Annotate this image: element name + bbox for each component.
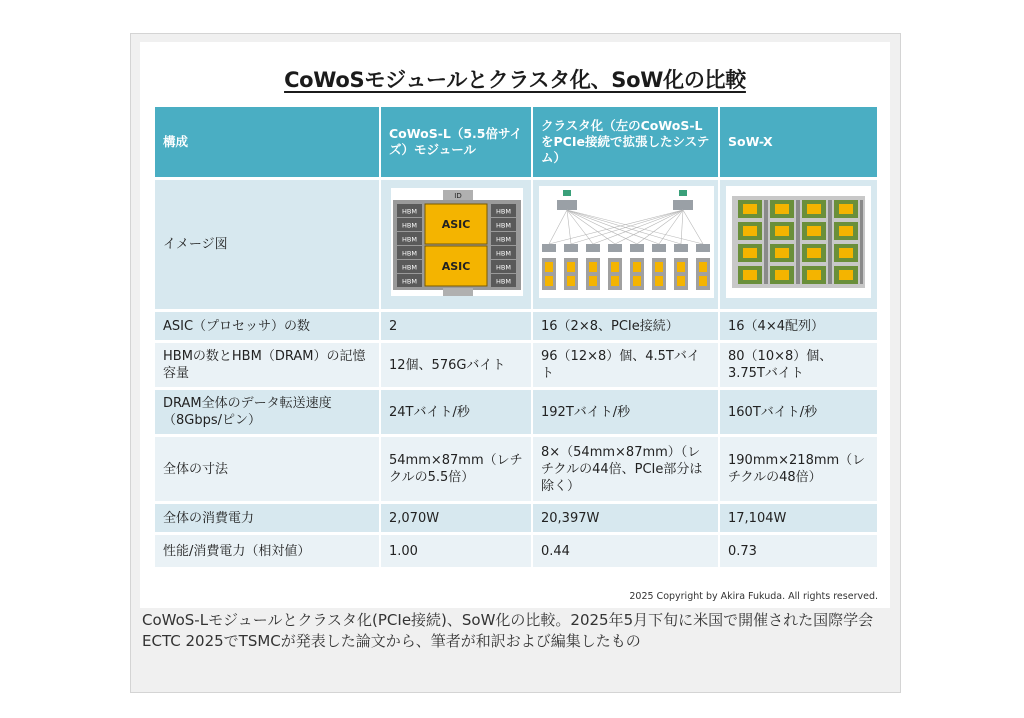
sowx-diagram-cell [720,180,877,309]
svg-text:ASIC: ASIC [441,218,471,231]
figure-frame [130,33,901,693]
header-config: 構成 [155,107,381,177]
cell-cowos: 24Tバイト/秒 [381,390,533,434]
cell-cluster: 16（2×8、PCIe接続） [533,312,720,340]
svg-text:HBM: HBM [402,207,417,216]
figure-caption: CoWoS-Lモジュールとクラスタ化(PCIe接続)、SoW化の比較。2025年5月下旬に米国で開催された国際学会ECTC 2025でTSMCが発表した論文から、筆者が和訳および編集したもの [142,611,874,650]
figure-title: CoWoSモジュールとクラスタ化、SoW化の比較 [284,68,746,92]
table-row [155,437,877,501]
svg-text:HBM: HBM [496,249,511,258]
cell-cluster: 20,397W [533,504,720,532]
table-row [155,535,877,567]
svg-text:HBM: HBM [402,263,417,272]
copyright-notice: 2025 Copyright by Akira Fukuda. All rights reserved. [629,591,878,602]
svg-text:ASIC: ASIC [441,260,471,273]
table-header-row [155,107,877,177]
cluster-diagram-cell [533,180,720,309]
cell-sowx: 160Tバイト/秒 [720,390,877,434]
table-row [155,312,877,340]
sowx-diagram [724,184,873,300]
header-cluster: クラスタ化（左のCoWoS-LをPCIe接続で拡張したシステム） [533,107,720,177]
row-label: DRAM全体のデータ転送速度（8Gbps/ピン） [155,390,381,434]
svg-text:ID: ID [454,192,462,200]
svg-text:HBM: HBM [496,207,511,216]
cell-cowos: 54mm×87mm（レチクルの5.5倍） [381,437,533,501]
cell-cowos: 12個、576Gバイト [381,343,533,387]
comparison-figure [140,42,890,608]
svg-text:HBM: HBM [402,235,417,244]
cell-sowx: 190mm×218mm（レチクルの48倍） [720,437,877,501]
svg-text:HBM: HBM [402,221,417,230]
cell-sowx: 0.73 [720,535,877,567]
cell-sowx: 80（10×8）個、3.75Tバイト [720,343,877,387]
cluster-diagram [537,184,716,300]
cell-sowx: 16（4×4配列） [720,312,877,340]
row-label: 全体の消費電力 [155,504,381,532]
header-sowx: SoW-X [720,107,877,177]
cell-cowos: 2,070W [381,504,533,532]
cell-cluster: 8×（54mm×87mm）（レチクルの44倍、PCIe部分は除く） [533,437,720,501]
comparison-table [155,104,877,570]
row-label: 全体の寸法 [155,437,381,501]
table-row [155,504,877,532]
row-label: HBMの数とHBM（DRAM）の記憶容量 [155,343,381,387]
cowos-diagram-cell [381,180,533,309]
header-cowos: CoWoS-L（5.5倍サイズ）モジュール [381,107,533,177]
cell-cluster: 192Tバイト/秒 [533,390,720,434]
svg-text:HBM: HBM [496,221,511,230]
bottom-connector [443,288,473,296]
cowos-module-diagram [385,184,529,300]
cell-sowx: 17,104W [720,504,877,532]
table-row [155,390,877,434]
table-row [155,343,877,387]
image-row-label: イメージ図 [155,180,381,309]
cell-cluster: 96（12×8）個、4.5Tバイト [533,343,720,387]
svg-text:HBM: HBM [496,263,511,272]
svg-text:HBM: HBM [496,277,511,286]
cell-cowos: 2 [381,312,533,340]
image-row [155,180,877,309]
cell-cowos: 1.00 [381,535,533,567]
cell-cluster: 0.44 [533,535,720,567]
row-label: 性能/消費電力（相対値） [155,535,381,567]
svg-text:HBM: HBM [402,277,417,286]
row-label: ASIC（プロセッサ）の数 [155,312,381,340]
svg-text:HBM: HBM [402,249,417,258]
svg-text:HBM: HBM [496,235,511,244]
